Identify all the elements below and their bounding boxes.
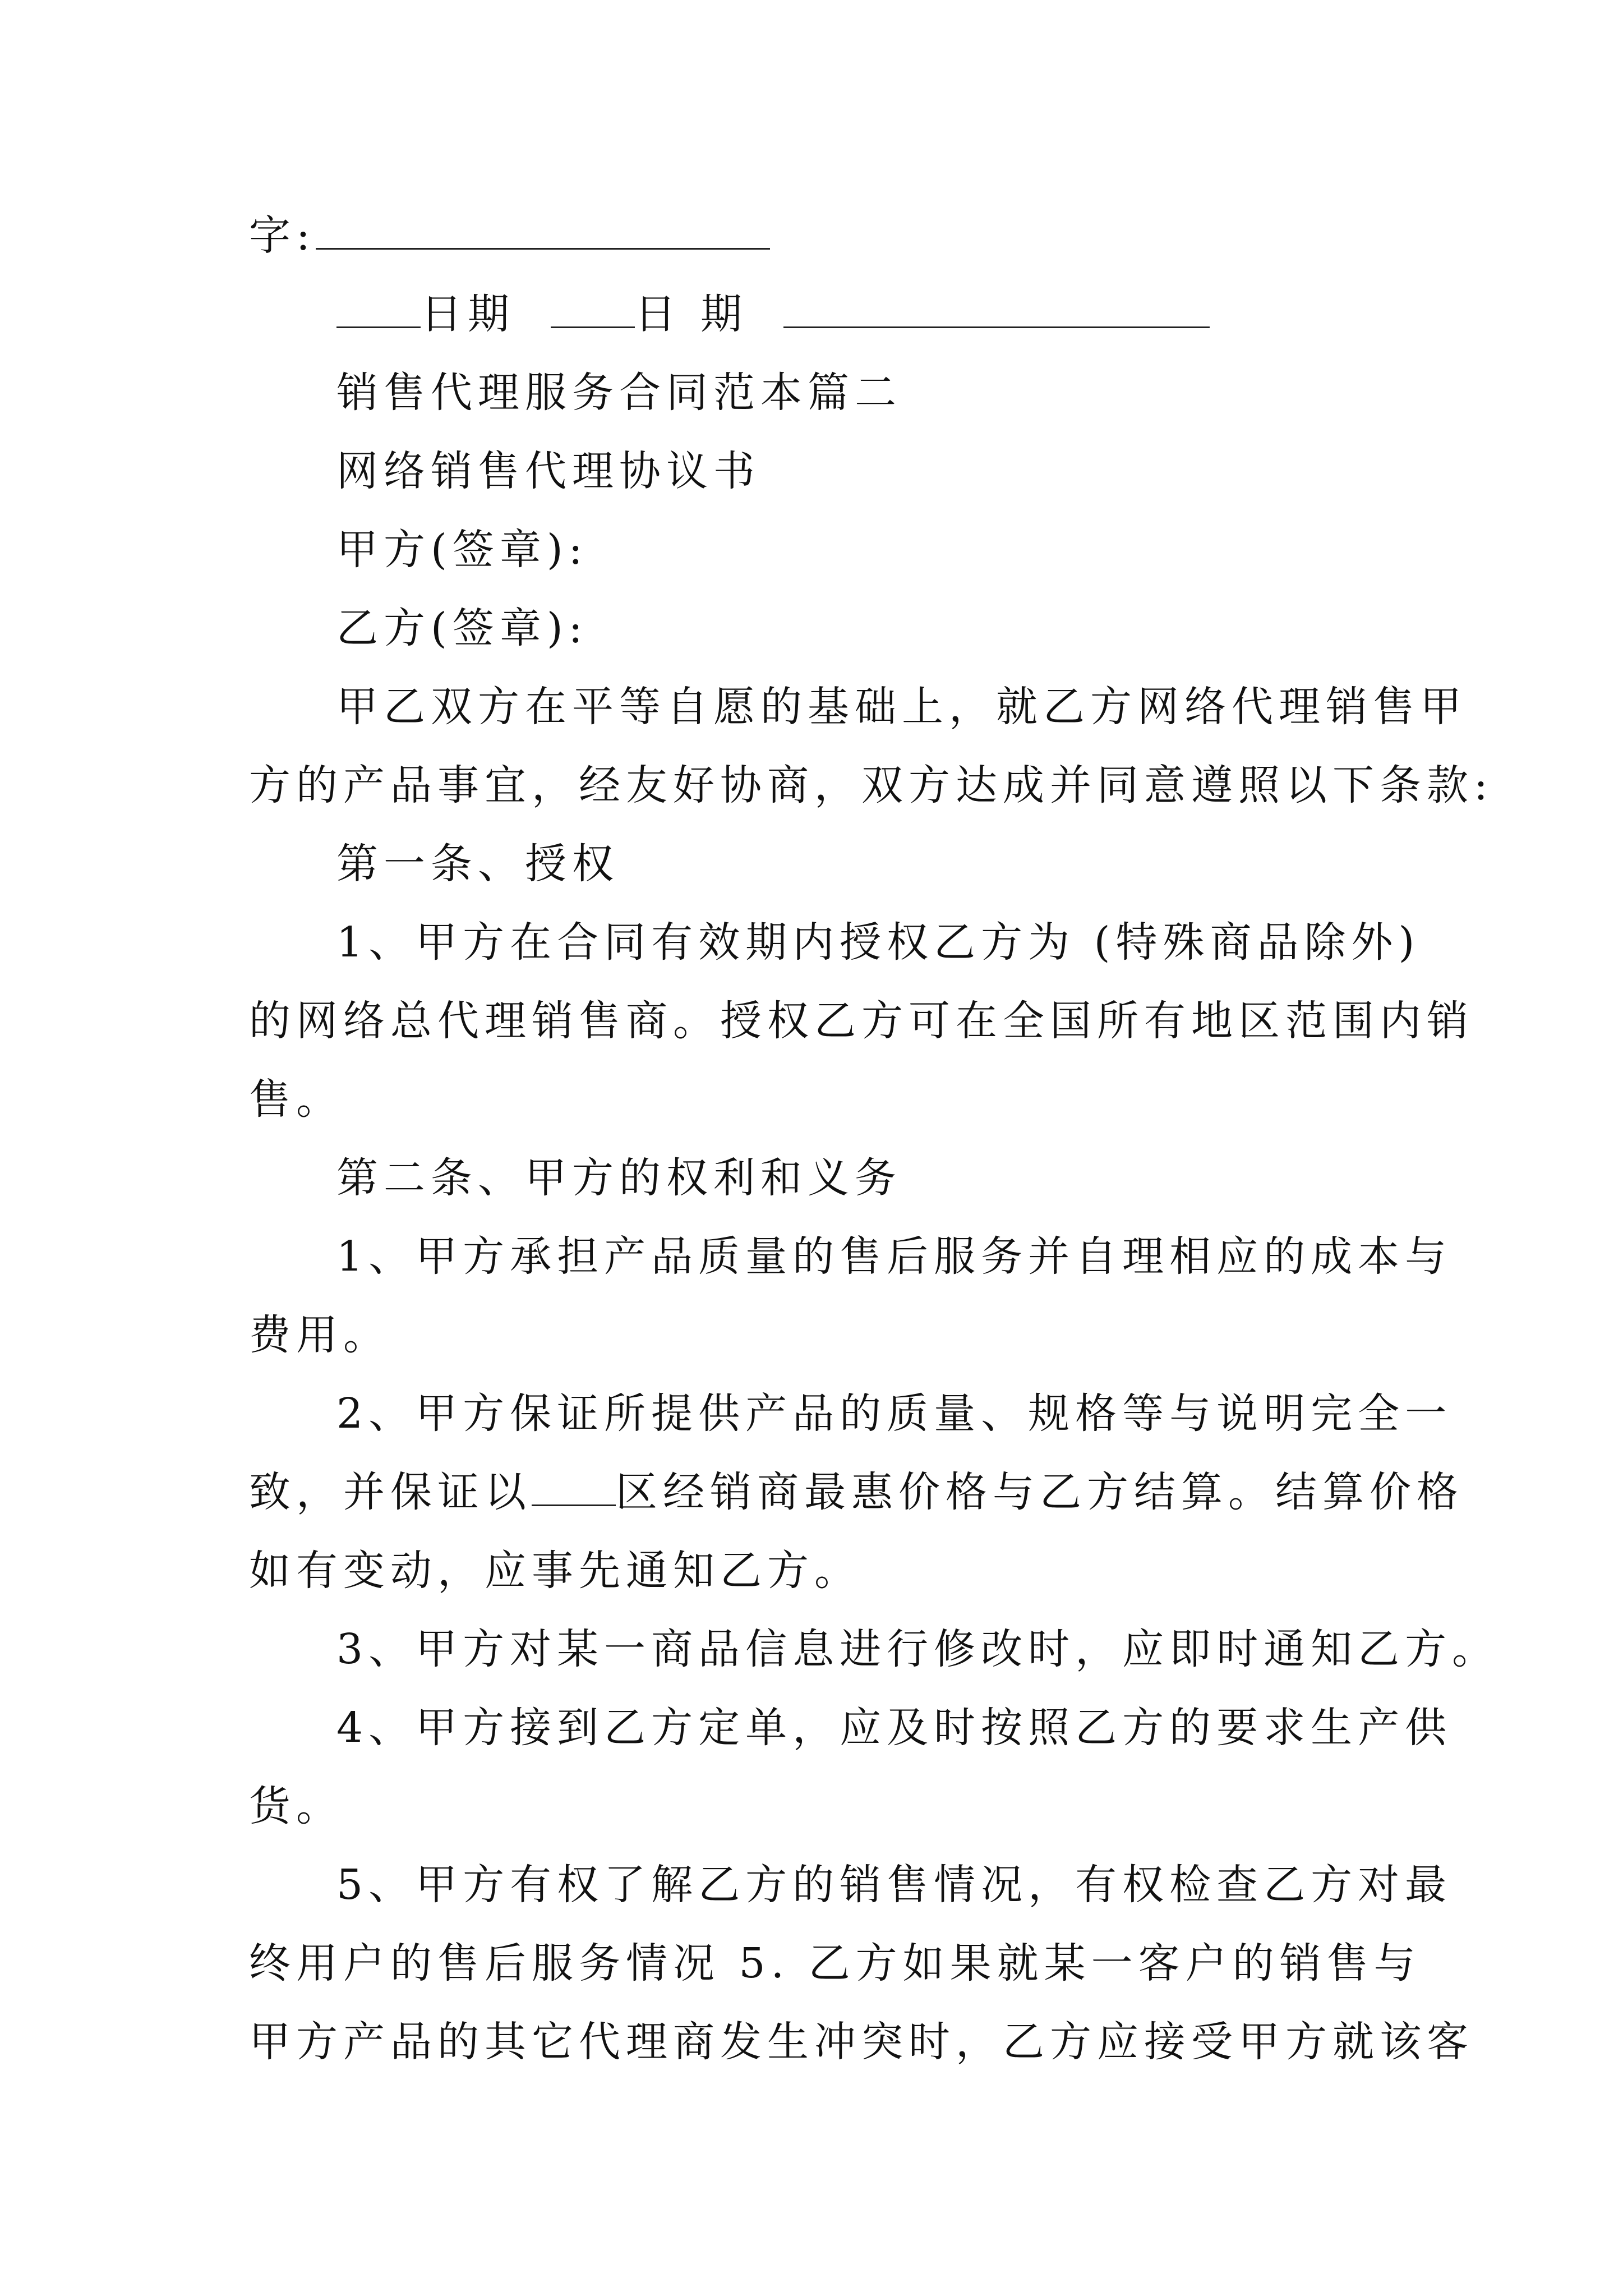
section-title: 销售代理服务合同范本篇二	[336, 369, 902, 417]
body-text-line: 如有变动，应事先通知乙方。	[249, 1547, 861, 1595]
date-blank-3	[783, 287, 1210, 328]
date-label-2: 日 期	[634, 290, 748, 338]
body-text-line: 甲乙双方在平等自愿的基础上，就乙方网络代理销售甲	[336, 683, 1467, 731]
party-b-signature: 乙方(签章):	[336, 604, 588, 652]
body-text-line	[249, 1464, 1464, 1520]
article-heading: 第二条、甲方的权利和义务	[336, 1154, 902, 1202]
agreement-title: 网络销售代理协议书	[336, 447, 760, 495]
body-text-line: 1、甲方承担产品质量的售后服务并自理相应的成本与	[336, 1232, 1453, 1281]
body-text-line: 2、甲方保证所提供产品的质量、规格等与说明完全一	[336, 1389, 1453, 1438]
body-text-line: 4、甲方接到乙方定单，应及时按照乙方的要求生产供	[336, 1704, 1453, 1752]
body-text-line: 方的产品事宜，经友好协商，双方达成并同意遵照以下条款:	[249, 761, 1493, 809]
body-text-segment: 区经销商最惠价格与乙方结算。结算价格	[616, 1468, 1464, 1516]
body-text-segment: 致，并保证以	[249, 1468, 532, 1516]
date-line	[336, 286, 1210, 342]
date-blank-2	[551, 287, 635, 328]
region-blank	[532, 1465, 616, 1506]
article-heading: 第一条、授权	[336, 840, 619, 888]
body-text-line: 费用。	[249, 1311, 390, 1359]
date-label-1: 日期	[421, 290, 515, 338]
party-a-signature: 甲方(签章):	[336, 526, 588, 574]
date-blank-1	[336, 287, 421, 328]
body-text-line: 终用户的售后服务情况 5. 乙方如果就某一客户的销售与	[249, 1939, 1421, 1987]
body-text-line: 3、甲方对某一商品信息进行修改时，应即时通知乙方。	[336, 1625, 1500, 1673]
signature-blank	[316, 209, 770, 250]
body-text-line: 1、甲方在合同有效期内授权乙方为 (特殊商品除外)	[336, 918, 1421, 967]
body-text-line: 售。	[249, 1075, 343, 1124]
signature-line	[249, 208, 770, 264]
signature-label: 字:	[249, 211, 316, 260]
body-text-line: 5、甲方有权了解乙方的销售情况，有权检查乙方对最	[336, 1861, 1453, 1909]
body-text-line: 货。	[249, 1782, 343, 1830]
body-text-line: 的网络总代理销售商。授权乙方可在全国所有地区范围内销	[249, 997, 1474, 1045]
body-text-line: 甲方产品的其它代理商发生冲突时，乙方应接受甲方就该客	[249, 2018, 1474, 2066]
